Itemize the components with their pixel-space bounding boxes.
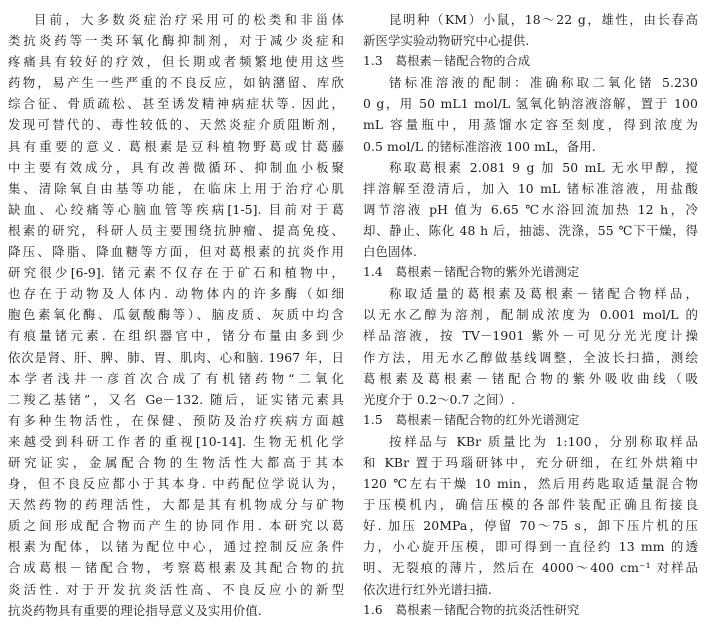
section-heading: 1.6 葛根素－锗配合物的抗炎活性研究	[363, 602, 580, 617]
body-text-line: 来越受到科研工作者的重视[10-14]. 生物无机化学	[8, 433, 344, 449]
body-text-line: 于压模机内，确信压模的各部件装配正确且衔接良	[363, 497, 698, 513]
body-text-line: 和 KBr 置于玛瑙研钵中，充分研细，在红外烘箱中	[363, 454, 698, 470]
body-text-line: 新医学实验动物研究中心提供.	[363, 33, 530, 49]
body-text-line: 身，但不良反应都小于其本身. 中药配位学说认为，	[8, 476, 344, 492]
body-text-line: 降压、降脂、降血糖等方面，但对葛根素的抗炎作用	[8, 244, 344, 260]
body-text-line: 却、静止、陈化 48 h 后，抽滤、洗涤，55 ℃下干燥，得	[363, 222, 698, 238]
section-heading: 1.4 葛根素－锗配合物的紫外光谱测定	[363, 265, 580, 280]
body-text-line: 作方法，用无水乙醇做基线调整，全波长扫描，测绘	[363, 349, 698, 365]
body-text-line: 依次进行红外光谱扫描.	[363, 581, 492, 597]
body-text-line: 0 g，用 50 mL1 mol/L 氢氧化钠溶液溶解，置于 100	[363, 96, 698, 112]
left-column	[8, 9, 344, 621]
body-text-line: 按样品与 KBr 质量比为 1:100，分别称取样品	[389, 433, 698, 449]
body-text-line: 称取适量的葛根素及葛根素－锗配合物样品，	[389, 286, 698, 302]
body-text-line: 依次是肾、肝、脾、肺、胃、肌肉、心和脑. 1967 年，日	[8, 349, 344, 365]
body-text-line: 中主要有效成分，具有改善微循环、抑制血小板聚	[8, 159, 344, 175]
body-text-line: 缺血、心绞痛等心脑血管等疾病[1-5]. 目前对于葛	[8, 201, 344, 217]
body-text-line: 合成葛根－锗配合物，考察葛根素及其配合物的抗	[8, 560, 344, 576]
body-text-line: 质之间形成配合物而产生的协同作用. 本研究以葛	[8, 518, 344, 534]
body-text-line: 二羧乙基锗”，又名 Ge－132. 随后，证实锗元素具	[8, 391, 344, 407]
body-text-line: 明、无裂痕的薄片，然后在 4000～400 cm⁻¹ 对样品	[363, 560, 698, 576]
body-text-line: 昆明种（KM）小鼠，18～22 g，雄性，由长春高	[389, 12, 698, 27]
body-text-line: 本学者浅井一彦首次合成了有机锗药物“二氧化	[8, 370, 344, 386]
body-text-line: 葛根素及葛根素－锗配合物的紫外吸收曲线（吸	[363, 370, 698, 386]
body-text-line: 拌溶解至澄清后，加入 10 mL 锗标准溶液，用盐酸	[363, 180, 698, 196]
body-text-line: 根素的研究，科研人员主要围绕抗肿瘤、提高免疫、	[8, 222, 344, 238]
body-text-line: 以无水乙醇为溶剂，配制成浓度为 0.001 mol/L 的	[363, 307, 698, 323]
body-text-line: mL 容量瓶中，用蒸馏水定容至刻度，得到浓度为	[363, 117, 698, 133]
body-text-line: 锗标准溶液的配制：准确称取二氧化锗 5.230	[389, 75, 698, 91]
body-text-line: 发现可替代的、毒性较低的、天然炎症介质阻断剂，	[8, 117, 344, 133]
body-text-line: 研究证实，金属配合物的生物活性大都高于其本	[8, 454, 344, 470]
body-text-line: 力，小心旋开压模，即可得到一直径约 13 mm 的透	[363, 539, 698, 555]
body-text-line: 天然药物的药理活性，大都是其有机物成分与矿物	[8, 497, 344, 513]
body-text-line: 集、清除氧自由基等功能，在临床上用于治疗心肌	[8, 180, 344, 196]
section-heading: 1.3 葛根素－锗配合物的合成	[363, 54, 531, 69]
body-text-line: 调节溶液 pH 值为 6.65 ℃水浴回流加热 12 h，冷	[363, 201, 698, 217]
body-text-line: 抗炎药物具有重要的理论指导意义及实用价值.	[8, 602, 262, 618]
body-text-line: 综合征、骨质疏松、甚至诱发精神病症状等. 因此，	[8, 96, 344, 112]
body-text-line: 光度介于 0.2～0.7 之间）.	[363, 391, 516, 407]
right-column	[363, 9, 698, 621]
body-text-line: 胞色素氧化酶、瓜氨酸酶等）、脑皮质、灰质中均含	[8, 307, 344, 323]
body-text-line: 也存在于动物及人体内. 动物体内的许多酶（如细	[8, 286, 344, 302]
body-text-line: 疼痛具有较好的疗效，但长期或者频繁地使用这些	[8, 54, 344, 70]
body-text-line: 目前，大多数炎症治疗采用可的松类和非甾体	[34, 12, 344, 27]
body-text-line: 白色固体.	[363, 244, 418, 260]
body-text-line: 具有重要的意义. 葛根素是豆科植物野葛或甘葛藤	[8, 138, 344, 154]
body-text-line: 类抗炎药等一类环氧化酶抑制剂，对于减少炎症和	[8, 33, 344, 49]
body-text-line: 炎活性. 对于开发抗炎活性高、不良反应小的新型	[8, 581, 344, 597]
body-text-line: 有多种生物活性，在保健、预防及治疗疾病方面越	[8, 412, 344, 428]
body-text-line: 药物，易产生一些严重的不良反应，如钠潴留、库欣	[8, 75, 344, 91]
body-text-line: 样品溶液，按 TV－1901 紫外－可见分光光度计操	[363, 328, 698, 344]
body-text-line: 有痕量锗元素. 在组织器官中，锗分布量由多到少	[8, 328, 344, 344]
body-text-line: 研究很少[6-9]. 锗元素不仅存在于矿石和植物中，	[8, 265, 344, 281]
body-text-line: 0.5 mol/L 的锗标准溶液 100 mL，备用.	[363, 138, 596, 154]
body-text-line: 称取葛根素 2.081 9 g 加 50 mL 无水甲醇，搅	[389, 159, 698, 175]
body-text-line: 120 ℃左右干燥 10 min，然后用药匙取适量混合物	[363, 476, 698, 492]
body-text-line: 根素为配体，以锗为配位中心，通过控制反应条件	[8, 539, 344, 555]
section-heading: 1.5 葛根素－锗配合物的红外光谱测定	[363, 412, 580, 427]
body-text-line: 好. 加压 20MPa，停留 70～75 s，卸下压片机的压	[363, 518, 698, 534]
